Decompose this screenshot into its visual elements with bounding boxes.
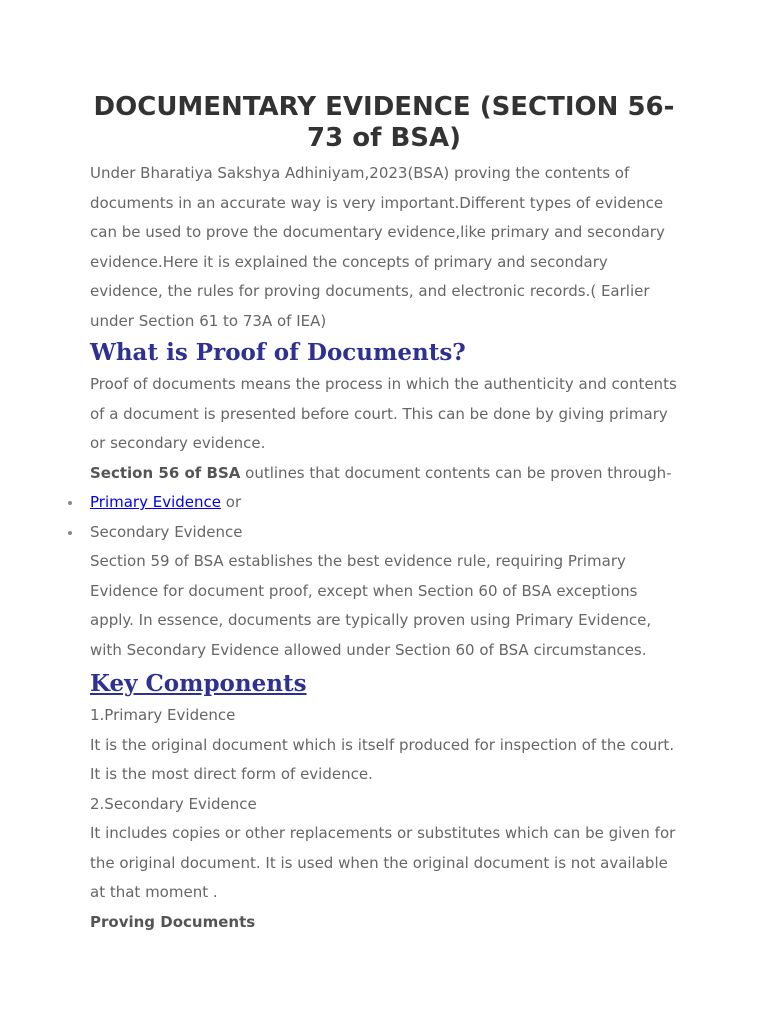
proof-definition: Proof of documents means the process in which the authenticity and contents of a document is presented before court. This can be done by giving primary or secondary evidence. (90, 375, 677, 452)
primary-evidence-label: 1.Primary Evidence (90, 706, 236, 724)
section56-text: outlines that document contents can be proven through- (240, 463, 672, 482)
section56-paragraph (90, 459, 680, 489)
proof-heading: What is Proof of Documents? (90, 339, 466, 366)
list-item-secondary: Secondary Evidence (90, 518, 680, 548)
list-item-primary (90, 488, 680, 518)
page-title: DOCUMENTARY EVIDENCE (SECTION 56-73 of BSA) (93, 92, 675, 153)
section56-bold: Section 56 of BSA (90, 463, 241, 482)
best-evidence-paragraph: Section 59 of BSA establishes the best evidence rule, requiring Primary Evidence for document proof, except when Section 60 of BSA exceptions apply. In essence, documents are typically proven using Primary Evidence, with Secondary Evidence allowed under Section 60 of BSA circumstances. (90, 552, 652, 659)
key-components-heading: Key Components (90, 670, 307, 697)
primary-evidence-text: It is the original document which is itself produced for inspection of the court. It is the most direct form of evidence. (90, 735, 675, 783)
evidence-bullet-list (90, 488, 680, 547)
proving-documents-heading: Proving Documents (90, 912, 256, 931)
secondary-evidence-label: 2.Secondary Evidence (90, 794, 257, 813)
primary-suffix: or (221, 493, 242, 511)
document-body (90, 159, 680, 937)
intro-paragraph: Under Bharatiya Sakshya Adhiniyam,2023(BSA) proving the contents of documents in an accurate way is very important.Different types of evidence can be used to prove the documentary evidence,like primary and secondary evidence.Here it is explained the concepts of primary and secondary evidence, the rules for proving documents, and electronic records.( Earlier under Section 61 to 73A of IEA) (90, 164, 665, 330)
primary-evidence-link[interactable]: Primary Evidence (90, 493, 221, 511)
secondary-evidence-text: It includes copies or other replacements or substitutes which can be given for the original document. It is used when the original document is not available at that moment . (90, 824, 676, 901)
